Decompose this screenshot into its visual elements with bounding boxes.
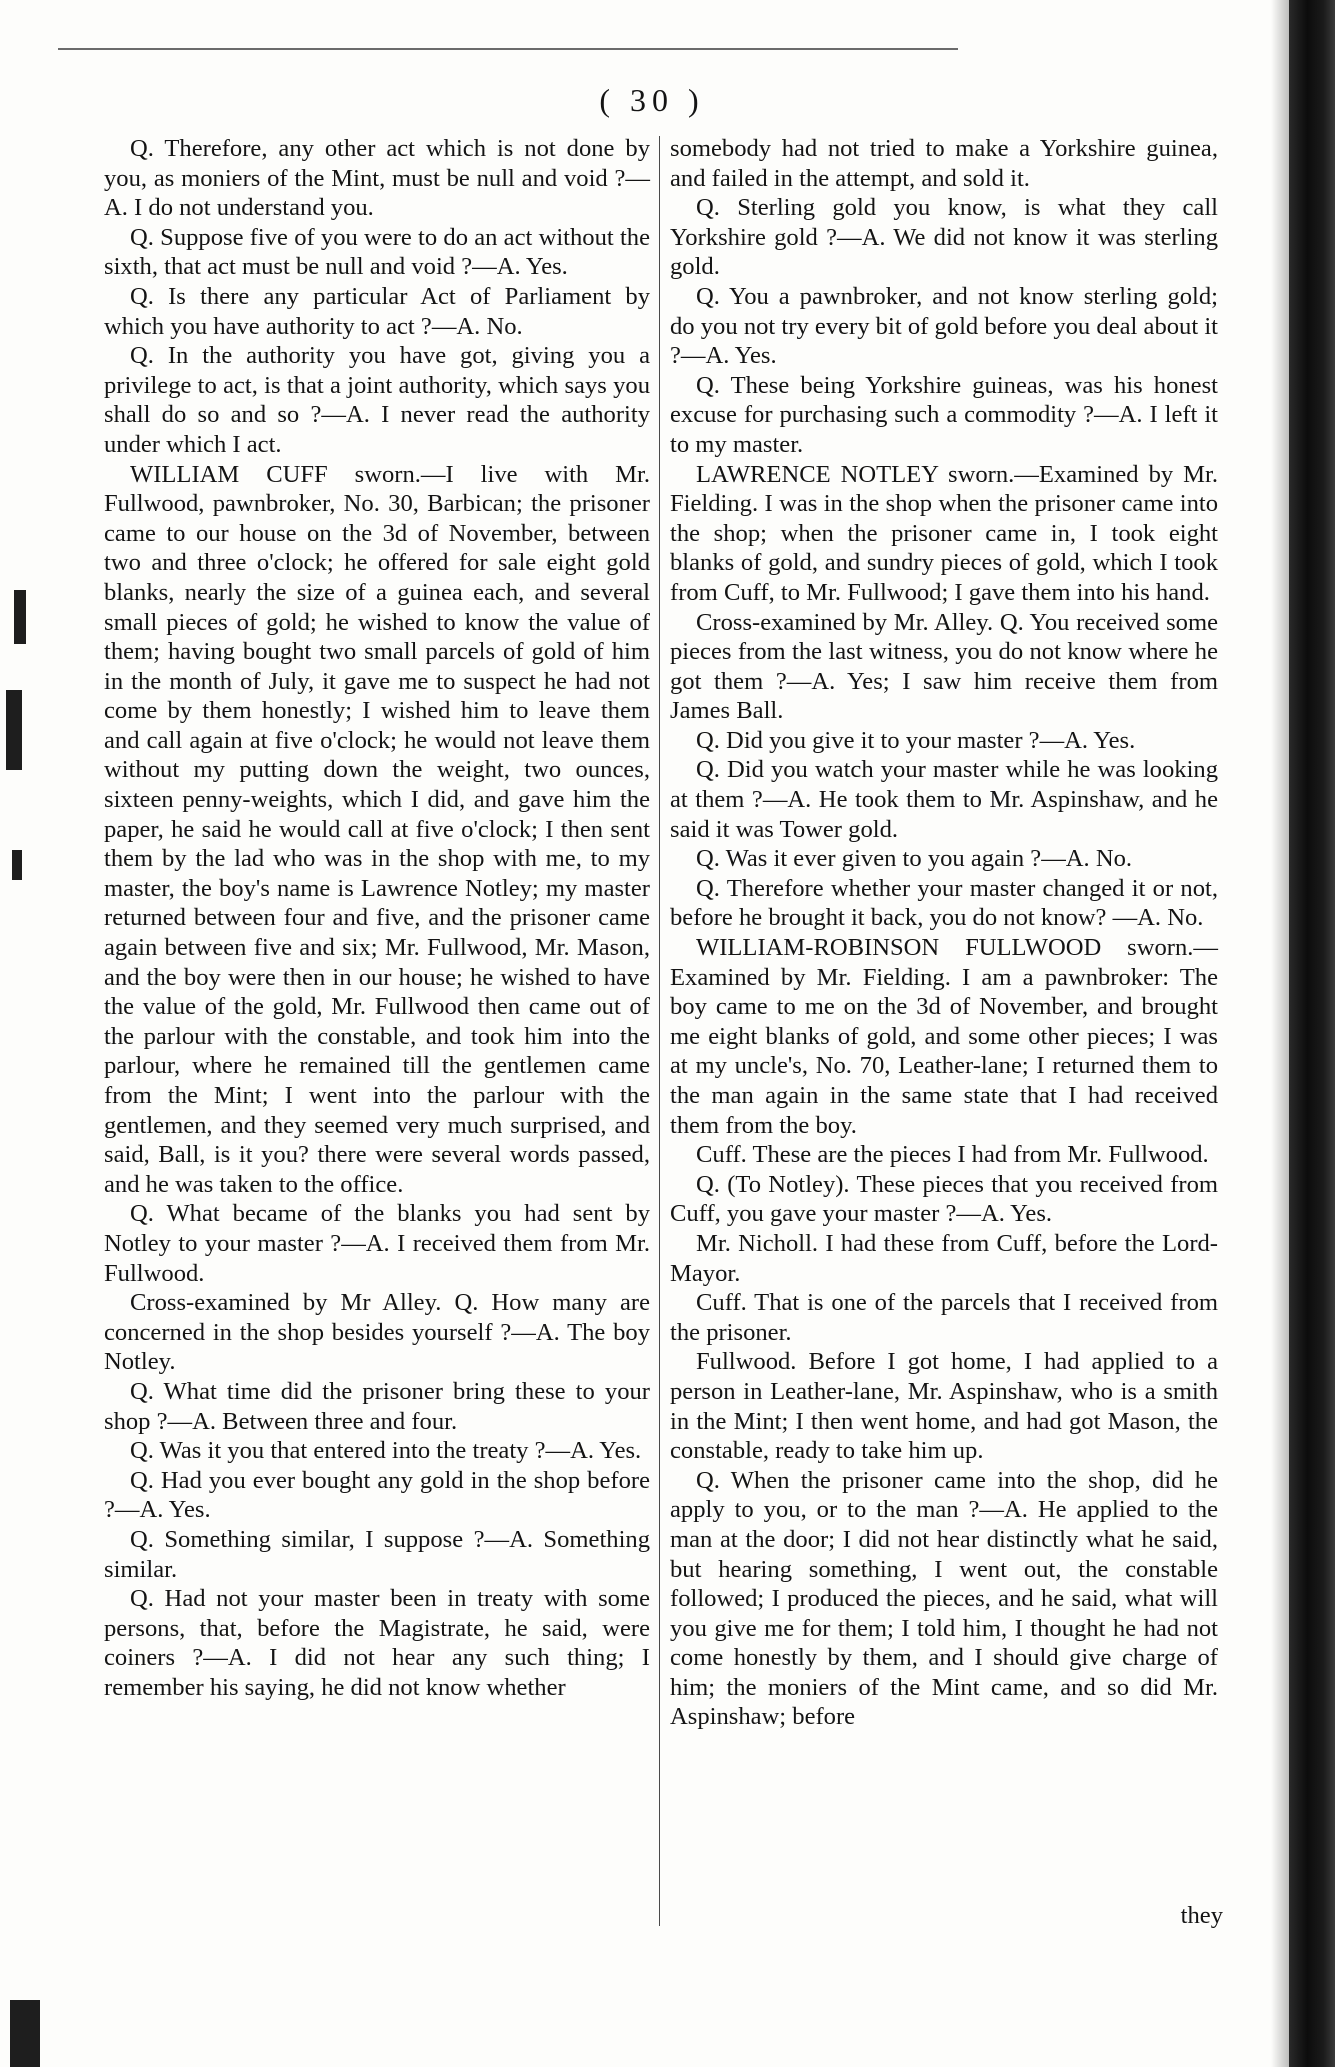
paragraph: Cross-examined by Mr Alley. Q. How many are concerned in the shop besides yourself ?—A. The boy Notley.	[104, 1289, 650, 1376]
paragraph: Q. Therefore, any other act which is not done by you, as moniers of the Mint, must be null and void ?—A. I do not understand you.	[104, 135, 650, 222]
paragraph: LAWRENCE NOTLEY sworn.—Examined by Mr. Fielding. I was in the shop when the prisoner came into the shop; when the prisoner came in, I took eight blanks of gold, and sundry pieces of gold, which I took from Cuff, to Mr. Fullwood; I gave them into his hand.	[670, 460, 1218, 606]
paragraph: Q. In the authority you have got, giving you a privilege to act, is that a joint authority, which says you shall do so and so ?—A. I never read the authority under which I act.	[104, 342, 650, 458]
paragraph: Cuff. That is one of the parcels that I received from the prisoner.	[670, 1289, 1218, 1346]
binding-shadow	[1271, 0, 1289, 2067]
paragraph: Q. Therefore whether your master changed it or not, before he brought it back, you do not know? —A. No.	[670, 874, 1218, 932]
margin-mark	[10, 2000, 40, 2067]
paragraph: Q. Had not your master been in treaty with some persons, that, before the Magistrate, he said, were coiners ?—A. I did not hear any such thing; I remember his saying, he did not know whether	[104, 1585, 650, 1701]
top-rule	[58, 48, 958, 50]
paragraph: Q. What time did the prisoner bring these to your shop ?—A. Between three and four.	[104, 1377, 650, 1435]
paragraph: Mr. Nicholl. I had these from Cuff, before the Lord-Mayor.	[670, 1229, 1218, 1287]
margin-mark	[12, 850, 22, 880]
book-binding	[1289, 0, 1335, 2067]
paragraph: Q. Was it ever given to you again ?—A. No.	[696, 845, 1133, 873]
paragraph: Q. What became of the blanks you had sent by Notley to your master ?—A. I received them from Mr. Fullwood.	[104, 1200, 650, 1287]
paragraph: Q. Had you ever bought any gold in the shop before ?—A. Yes.	[104, 1466, 650, 1524]
paragraph: Q. Suppose five of you were to do an act without the sixth, that act must be null and void ?—A. Yes.	[104, 223, 650, 281]
column-divider	[659, 136, 660, 1926]
page-number: ( 30 )	[599, 82, 705, 118]
left-column	[104, 134, 650, 1702]
paragraph: Q. Sterling gold you know, is what they call Yorkshire gold ?—A. We did not know it was sterling gold.	[670, 194, 1218, 281]
paragraph: WILLIAM CUFF sworn.—I live with Mr. Fullwood, pawnbroker, No. 30, Barbican; the prisoner came to our house on the 3d of November, between two and three o'clock; he offered for sale eight gold blanks, nearly the size of a guinea each, and several small pieces of gold; he wished to know the value of them; having bought two small parcels of gold of him in the month of July, it gave me to suspect he had not come by them honestly; I wished him to leave them and call again at five o'clock; he would not leave them without my putting down the weight, two ounces, sixteen penny-weights, which I did, and gave him the paper, he said he would call at five o'clock; I then sent them by the lad who was in the shop with me, to my master, the boy's name is Lawrence Notley; my master returned between four and five, and the prisoner came again between five and six; Mr. Fullwood, Mr. Mason, and the boy were then in our house; he wished to have the value of the gold, Mr. Fullwood then came out of the parlour with the constable, and took him into the parlour, where he remained till the gentlemen came from the Mint; I went into the parlour with the gentlemen, and they seemed very much surprised, and said, Ball, is it you? there were several words passed, and he was taken to the office.	[104, 460, 650, 1198]
paragraph: Fullwood. Before I got home, I had applied to a person in Leather-lane, Mr. Aspinshaw, who is a smith in the Mint; I then went home, and had got Mason, the constable, ready to take him up.	[670, 1348, 1218, 1465]
catchword: they	[1180, 1902, 1223, 1929]
paragraph: Cuff. These are the pieces I had from Mr. Fullwood.	[696, 1141, 1209, 1169]
paragraph: Q. Something similar, I suppose ?—A. Something similar.	[104, 1525, 650, 1583]
paragraph: Q. When the prisoner came into the shop, did he apply to you, or to the man ?—A. He applied to the man at the door; I did not hear distinctly what he said, but hearing something, I went out, the constable followed; I produced the pieces, and he said, what will you give me for them; I told him, I thought he had not come honestly by them, and I should give charge of him; the moniers of the Mint came, and so did Mr. Aspinshaw; before	[670, 1466, 1218, 1731]
margin-mark	[14, 590, 26, 644]
paragraph: Q. You a pawnbroker, and not know sterling gold; do you not try every bit of gold before you deal about it ?—A. Yes.	[670, 282, 1218, 370]
right-column	[670, 134, 1218, 1732]
paragraph: Cross-examined by Mr. Alley. Q. You received some pieces from the last witness, you do not know where he got them ?—A. Yes; I saw him receive them from James Ball.	[670, 608, 1218, 725]
paragraph: Q. Did you give it to your master ?—A. Yes.	[696, 726, 1136, 754]
paragraph: somebody had not tried to make a Yorkshire guinea, and failed in the attempt, and sold it.	[670, 135, 1218, 192]
paragraph: Q. Did you watch your master while he was looking at them ?—A. He took them to Mr. Aspinshaw, and he said it was Tower gold.	[670, 756, 1218, 843]
paragraph: Q. (To Notley). These pieces that you received from Cuff, you gave your master ?—A. Yes.	[670, 1170, 1218, 1228]
paragraph: Q. These being Yorkshire guineas, was his honest excuse for purchasing such a commodity ?—A. I left it to my master.	[670, 371, 1218, 458]
paragraph: WILLIAM-ROBINSON FULLWOOD sworn.—Examined by Mr. Fielding. I am a pawnbroker: The boy came to me on the 3d of November, and brought me eight blanks of gold, and some other pieces; I was at my uncle's, No. 70, Leather-lane; I returned them to the man again in the same state that I had received them from the boy.	[670, 934, 1218, 1139]
left-margin-marks	[0, 0, 46, 2067]
paragraph: Q. Was it you that entered into the treaty ?—A. Yes.	[130, 1437, 642, 1465]
paragraph: Q. Is there any particular Act of Parliament by which you have authority to act ?—A. No.	[104, 282, 650, 340]
margin-mark	[6, 690, 22, 770]
